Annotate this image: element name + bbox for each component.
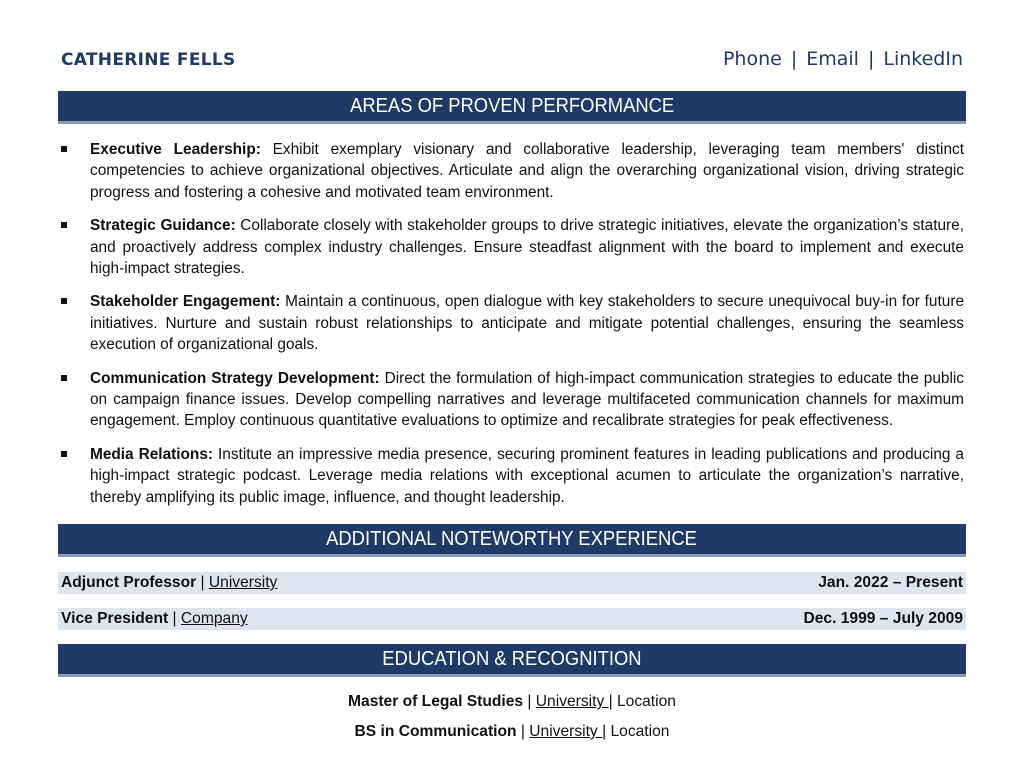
education-entry: Master of Legal Studies | University | Location xyxy=(348,693,676,710)
education-location: Location xyxy=(616,693,676,710)
list-item xyxy=(58,291,966,355)
section-heading-text: AREAS OF PROVEN PERFORMANCE xyxy=(349,95,675,117)
section-heading-experience xyxy=(58,524,966,557)
role-title: Vice President xyxy=(61,610,169,627)
degree-title: BS in Communication xyxy=(354,723,517,740)
candidate-name: CATHERINE FELLS xyxy=(61,50,236,70)
bullet-text: Exhibit exemplary visionary and collaborative leadership, leveraging team members' distinct competencies to achieve organizational objectives. Articulate and align the overarching organizational vision, driving strategic progress and fostering a cohesive and motivated team environment. xyxy=(90,141,964,201)
school-link[interactable]: University xyxy=(535,693,609,710)
bullet-text: Institute an impressive media presence, securing prominent features in leading publications and producing a high-impact strategic podcast. Leverage media relations with exceptional acumen to articulate the organization’s narrative, thereby amplifying its public image, influence, and thought leadership. xyxy=(90,445,964,506)
contact-links xyxy=(723,48,963,70)
bullet-text: Collaborate closely with stakeholder groups to drive strategic initiatives, elevate the organization’s stature, and proactively address complex industry challenges. Ensure steadfast alignment with the board to implement and execute high-impact strategies. xyxy=(90,217,964,278)
linkedin-link[interactable]: LinkedIn xyxy=(883,48,963,70)
bullet-text: Maintain a continuous, open dialogue with key stakeholders to secure unequivocal buy-in for future initiatives. Nurture and sustain robust relationships to anticipate and mitigate potential challenges, ensuring the seamless execution of organizational goals. xyxy=(90,293,965,354)
contact-separator: | xyxy=(790,48,798,70)
performance-list xyxy=(58,139,966,520)
list-item xyxy=(58,139,966,203)
organization-link[interactable]: University xyxy=(208,574,278,591)
organization-link[interactable]: Company xyxy=(180,610,248,627)
section-heading-text: ADDITIONAL NOTEWORTHY EXPERIENCE xyxy=(326,528,698,550)
phone-link[interactable]: Phone xyxy=(722,48,782,70)
square-bullet-icon xyxy=(61,146,67,152)
email-link[interactable]: Email xyxy=(806,48,859,70)
bullet-title: Stakeholder Engagement: xyxy=(90,293,281,311)
square-bullet-icon xyxy=(61,298,67,304)
section-heading-text: EDUCATION & RECOGNITION xyxy=(382,648,642,670)
experience-row xyxy=(58,572,966,594)
bullet-title: Media Relations: xyxy=(90,445,214,463)
education-location: Location xyxy=(610,723,670,740)
experience-row xyxy=(58,608,966,630)
bullet-title: Executive Leadership: xyxy=(90,141,261,158)
bullet-text: Direct the formulation of high-impact communication strategies to educate the public on campaign finance issues. Develop compelling narratives and leverage multifaceted communication channels for maximum engagement. Employ continuous quantitative evaluations to optimize and recalibrate strategies for peak effectiveness. xyxy=(90,369,964,430)
square-bullet-icon xyxy=(61,375,67,381)
contact-separator: | xyxy=(867,48,875,70)
education-entry: BS in Communication | University | Location xyxy=(354,723,670,740)
resume-header xyxy=(58,48,966,74)
list-item xyxy=(58,368,966,432)
square-bullet-icon xyxy=(61,222,67,228)
degree-title: Master of Legal Studies xyxy=(348,693,524,710)
experience-dates: Jan. 2022 – Present xyxy=(818,574,963,591)
bullet-title: Communication Strategy Development: xyxy=(90,369,380,387)
list-item xyxy=(58,444,966,508)
school-link[interactable]: University xyxy=(529,723,603,740)
experience-role-org: Adjunct Professor | University xyxy=(61,574,278,591)
square-bullet-icon xyxy=(61,451,67,457)
section-heading-performance xyxy=(58,91,966,124)
experience-role-org: Vice President | Company xyxy=(61,610,248,627)
bullet-title: Strategic Guidance: xyxy=(90,217,236,235)
section-heading-education xyxy=(58,644,966,677)
role-title: Adjunct Professor xyxy=(61,574,197,591)
experience-dates: Dec. 1999 – July 2009 xyxy=(803,610,963,627)
list-item xyxy=(58,215,966,279)
